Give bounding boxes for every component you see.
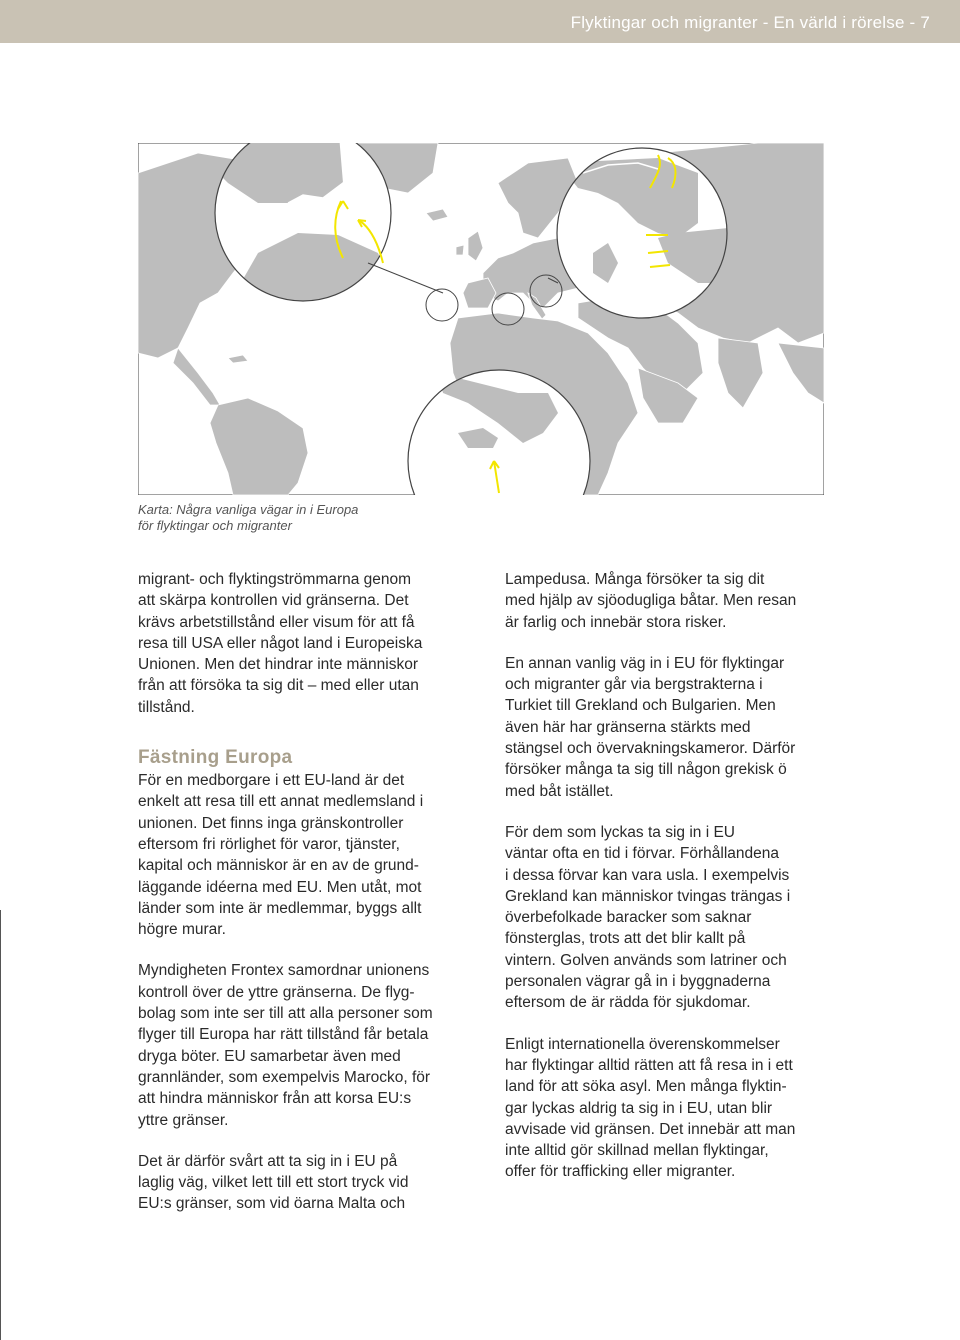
text-line: i dessa förvar kan vara usla. I exempelvis <box>505 866 790 884</box>
body-paragraph <box>505 569 835 633</box>
text-line: En annan vanlig väg in i EU för flyktingar <box>505 654 785 672</box>
text-line: För dem som lyckas ta sig in i EU <box>505 823 735 841</box>
text-line: länder som inte är medlemmar, byggs allt <box>138 899 422 917</box>
text-line: har flyktingar alltid rätten att få resa in i ett <box>505 1056 793 1074</box>
text-line: dryga böter. EU samarbetar även med <box>138 1047 401 1065</box>
text-line: högre murar. <box>138 921 226 939</box>
text-line: offer för trafficking eller migranter. <box>505 1163 736 1181</box>
map-caption-line: Karta: Några vanliga vägar in i Europa <box>138 502 359 517</box>
text-line: migrant- och flyktingströmmarna genom <box>138 571 412 588</box>
text-line: grannländer, som exempelvis Marocko, för <box>138 1068 431 1086</box>
text-line: personalen vägrar gå in i byggnaderna <box>505 973 771 991</box>
page-edge-rule <box>0 910 1 1340</box>
text-line: Unionen. Men det hindrar inte människor <box>138 656 419 674</box>
body-paragraph <box>505 822 835 1014</box>
text-line: Grekland kan människor tvingas trängas i <box>505 887 791 905</box>
text-line: Turkiet till Grekland och Bulgarien. Men <box>505 697 776 715</box>
body-paragraph <box>138 960 468 1130</box>
body-paragraph <box>138 569 468 718</box>
text-line: laglig väg, vilket lett till ett stort tryck vid <box>138 1174 409 1192</box>
text-line: även här har gränserna stärkts med <box>505 718 751 736</box>
body-paragraph <box>505 1034 835 1183</box>
map-caption <box>138 502 438 534</box>
text-line: krävs arbetstillstånd eller visum för att få <box>138 613 415 631</box>
text-line: kapital och människor är en av de grund- <box>138 857 419 875</box>
header-bar <box>0 0 960 43</box>
text-line: att skärpa kontrollen vid gränserna. Det <box>138 592 409 610</box>
text-line: yttre gränser. <box>138 1111 229 1129</box>
text-line: med hjälp av sjöodugliga båtar. Men resan <box>505 592 797 610</box>
text-line: kontroll över de yttre gränserna. De flyg- <box>138 983 415 1001</box>
text-line: med båt istället. <box>505 782 614 800</box>
text-line: land för att söka asyl. Men många flyktin- <box>505 1078 787 1096</box>
text-line: tillstånd. <box>138 698 195 716</box>
text-line: att hindra människor från att korsa EU:s <box>138 1090 412 1108</box>
text-line: stängsel och övervakningskameror. Därför <box>505 740 796 758</box>
text-line: inte alltid gör skillnad mellan flyktingar, <box>505 1142 769 1160</box>
text-line: Enligt internationella överenskommelser <box>505 1035 780 1053</box>
body-paragraph <box>138 1151 468 1215</box>
left-column <box>138 569 468 1235</box>
text-line: läggande idéerna med EU. Men utåt, mot <box>138 878 422 896</box>
body-paragraph <box>505 653 835 802</box>
text-line: fönsterglas, trots att det blir kallt på <box>505 930 746 948</box>
text-line: väntar ofta en tid i förvar. Förhållandena <box>505 845 779 863</box>
section-heading: Fästning Europa <box>138 747 293 769</box>
text-line: och migranter går via bergstrakterna i <box>505 676 763 694</box>
text-line: överbefolkade baracker som saknar <box>505 909 752 927</box>
right-column <box>505 569 835 1203</box>
text-line: är farlig och innebär stora risker. <box>505 613 727 631</box>
text-line: Lampedusa. Många försöker ta sig dit <box>505 571 765 588</box>
text-line: För en medborgare i ett EU-land är det <box>138 772 405 790</box>
body-paragraph <box>138 770 468 940</box>
page-header-title: Flyktingar och migranter - En värld i rörelse - 7 <box>570 13 930 32</box>
text-line: Myndigheten Frontex samordnar unionens <box>138 962 430 980</box>
text-line: eftersom fri rörlighet för varor, tjänster, <box>138 835 400 853</box>
map-caption-line: för flyktingar och migranter <box>138 518 292 533</box>
text-line: bolag som inte ser till att alla personer som <box>138 1005 433 1023</box>
text-line: enkelt att resa till ett annat medlemsland i <box>138 793 424 811</box>
migration-routes-map <box>138 143 824 495</box>
text-line: eftersom de är rädda för sjukdomar. <box>505 994 751 1012</box>
text-line: EU:s gränser, som vid öarna Malta och <box>138 1195 406 1213</box>
text-line: unionen. Det finns inga gränskontroller <box>138 814 404 832</box>
text-line: avvisade vid gränsen. Det innebär att man <box>505 1120 796 1138</box>
text-line: försöker många ta sig till någon grekisk ö <box>505 761 787 779</box>
text-line: flyger till Europa har rätt tillstånd får betala <box>138 1026 429 1044</box>
text-line: Det är därför svårt att ta sig in i EU på <box>138 1152 398 1170</box>
text-line: gar lyckas aldrig ta sig in i EU, utan blir <box>505 1099 773 1117</box>
text-line: från att försöka ta sig dit – med eller utan <box>138 677 419 695</box>
text-line: resa till USA eller något land i Europeiska <box>138 634 423 652</box>
text-line: vintern. Golven används som latriner och <box>505 951 787 969</box>
